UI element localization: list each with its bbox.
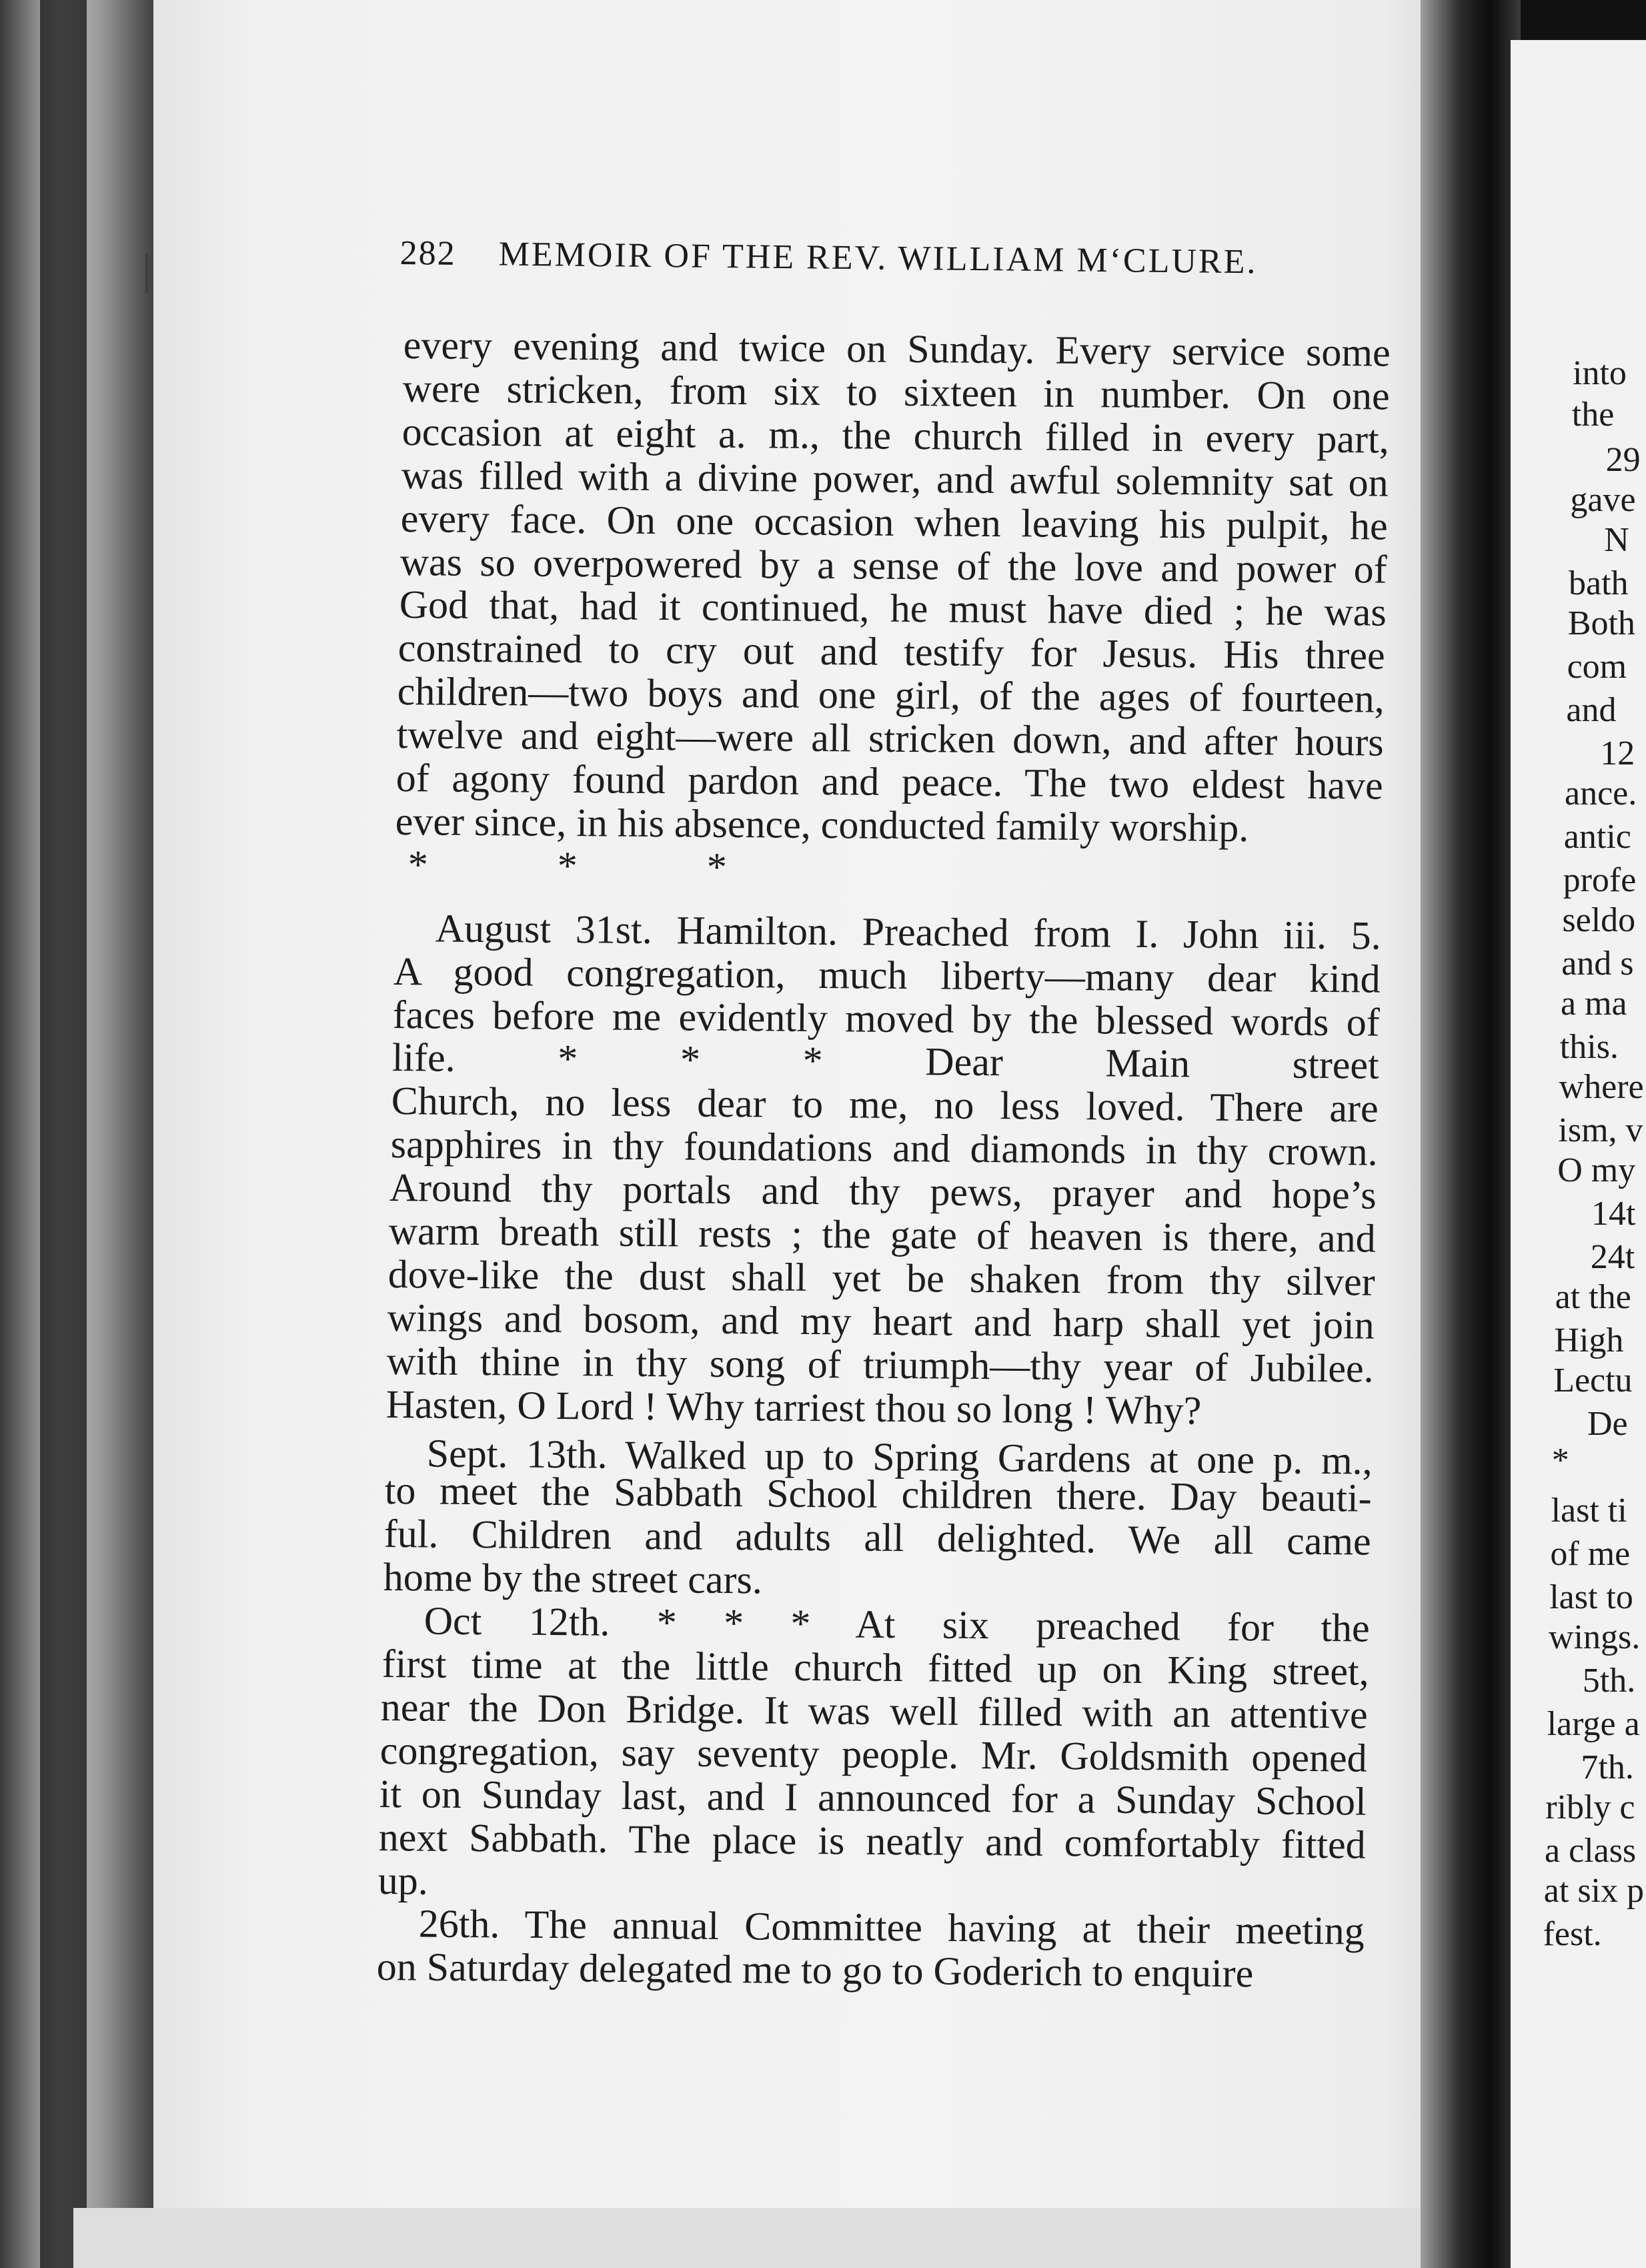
page-number: 282 <box>399 233 456 273</box>
facing-page-line: where <box>1559 1068 1644 1106</box>
text-line: near the Don Bridge. It was well filled with an attentive <box>380 1684 1369 1737</box>
text-line: every face. On one occasion when leaving his pulpit, he <box>400 496 1388 548</box>
facing-page-line: wings. <box>1549 1618 1641 1656</box>
text-line: it on Sunday last, and I announced for a Sunday School <box>379 1771 1367 1824</box>
text-line: Oct 12th. * * * At six preached for the <box>424 1598 1370 1650</box>
text-line: next Sabbath. The place is neatly and comfortably fitted <box>378 1814 1367 1867</box>
facing-page-line: O my <box>1557 1151 1636 1189</box>
text-line: occasion at eight a. m., the church filled in every part, <box>401 409 1389 462</box>
text-line: wings and bosom, and my heart and harp shall yet join <box>387 1295 1375 1347</box>
facing-page-line: at six p <box>1543 1872 1645 1910</box>
facing-page-line: of me <box>1550 1535 1631 1573</box>
text-line: constrained to cry out and testify for Jesus. His three <box>397 626 1386 678</box>
facing-page-line: at the <box>1555 1278 1631 1316</box>
text-line: was so overpowered by a sense of the love and power of <box>399 539 1387 592</box>
text-line: Hasten, O Lord ! Why tarriest thou so long ! Why? <box>385 1381 1202 1433</box>
text-line: with thine in thy song of triumph—thy year of Jubilee. <box>386 1338 1375 1391</box>
facing-page-line: Lectu <box>1553 1361 1633 1399</box>
facing-page-line: High <box>1554 1321 1624 1359</box>
text-line: God that, had it continued, he must have died ; he was <box>398 582 1387 635</box>
facing-page-line: and s <box>1561 945 1634 983</box>
facing-page-line: a class <box>1545 1832 1637 1870</box>
facing-page-line: * <box>1551 1442 1569 1480</box>
text-line: were stricken, from six to sixteen in number. On one <box>402 366 1390 418</box>
text-line: Around thy portals and thy pews, prayer and hope’s <box>389 1165 1377 1217</box>
facing-page-line: ism, v <box>1558 1111 1643 1149</box>
text-line: up. <box>377 1858 429 1903</box>
facing-page-line: fest. <box>1543 1915 1602 1953</box>
text-line: to meet the Sabbath School children there. Day beauti- <box>384 1468 1372 1521</box>
facing-page-line: antic <box>1563 818 1631 856</box>
text-line: August 31st. Hamilton. Preached from I. John iii. 5. <box>435 906 1381 958</box>
text-line: dove-like the dust shall yet be shaken from thy silver <box>387 1251 1376 1304</box>
facing-page-line: 24t <box>1590 1238 1635 1276</box>
facing-page-line: De <box>1587 1405 1628 1443</box>
facing-page-line: the <box>1571 396 1615 434</box>
text-line: warm breath still rests ; the gate of heaven is there, and <box>388 1209 1377 1261</box>
text-line: sapphires in thy foundations and diamonds in thy crown. <box>390 1122 1378 1174</box>
facing-page-line: 5th. <box>1582 1662 1636 1700</box>
facing-page-line: com <box>1567 648 1627 686</box>
facing-page-line: large a <box>1547 1705 1640 1743</box>
text-line: 26th. The annual Committee having at their meeting <box>418 1901 1365 1954</box>
facing-page-line: ribly c <box>1545 1788 1635 1826</box>
text-line: congregation, say seventy people. Mr. Goldsmith opened <box>379 1728 1368 1780</box>
facing-page-line: bath <box>1569 564 1629 602</box>
facing-page-line: ance. <box>1565 774 1637 812</box>
text-line: ever since, in his absence, conducted family worship. <box>395 798 1249 850</box>
text-line: first time at the little church fitted up on King street, <box>381 1642 1369 1694</box>
facing-page-line: last ti <box>1551 1492 1627 1530</box>
facing-page-line: gave <box>1570 481 1636 519</box>
text-line: Church, no less dear to me, no less loved. There are <box>391 1079 1379 1131</box>
facing-page-line: last to <box>1549 1578 1633 1616</box>
facing-page-line: 12 <box>1600 734 1635 772</box>
facing-page-line: into <box>1573 354 1627 392</box>
text-line: ful. Children and adults all delighted. We all came <box>383 1512 1371 1564</box>
text-line: twelve and eight—were all stricken down, and after hours <box>396 712 1385 764</box>
facing-page-line: profe <box>1563 861 1637 899</box>
text-line: * * * <box>407 842 729 889</box>
facing-page-line: 29 <box>1605 441 1641 479</box>
facing-page-line: 14t <box>1591 1195 1636 1233</box>
text-line: of agony found pardon and peace. The two eldest have <box>395 756 1384 808</box>
facing-page-line: this. <box>1559 1028 1619 1066</box>
facing-page-line: seldo <box>1562 901 1636 939</box>
text-line: children—two boys and one girl, of the ages of fourteen, <box>397 669 1385 721</box>
facing-page-line: 7th. <box>1581 1748 1634 1786</box>
text-line: on Saturday delegated me to go to Goderich to enquire <box>376 1944 1254 1996</box>
text-line: home by the street cars. <box>383 1555 762 1602</box>
running-head: MEMOIR OF THE REV. WILLIAM M‘CLURE. <box>498 235 1258 281</box>
facing-page-line: and <box>1566 691 1617 729</box>
facing-page-line: Both <box>1567 604 1635 642</box>
text-line: life. * * * Dear Main street <box>391 1035 1379 1088</box>
facing-page-line: N <box>1604 521 1629 559</box>
text-line: A good congregation, much liberty—many dear kind <box>393 949 1381 1001</box>
text-line: faces before me evidently moved by the blessed words of <box>392 992 1380 1045</box>
text-line: every evening and twice on Sunday. Every service some <box>403 323 1391 375</box>
text-line: was filled with a divine power, and awful solemnity sat on <box>401 452 1389 505</box>
text-line: Sept. 13th. Walked up to Spring Gardens at one p. m., <box>426 1430 1373 1483</box>
facing-page-line: a ma <box>1561 985 1627 1023</box>
